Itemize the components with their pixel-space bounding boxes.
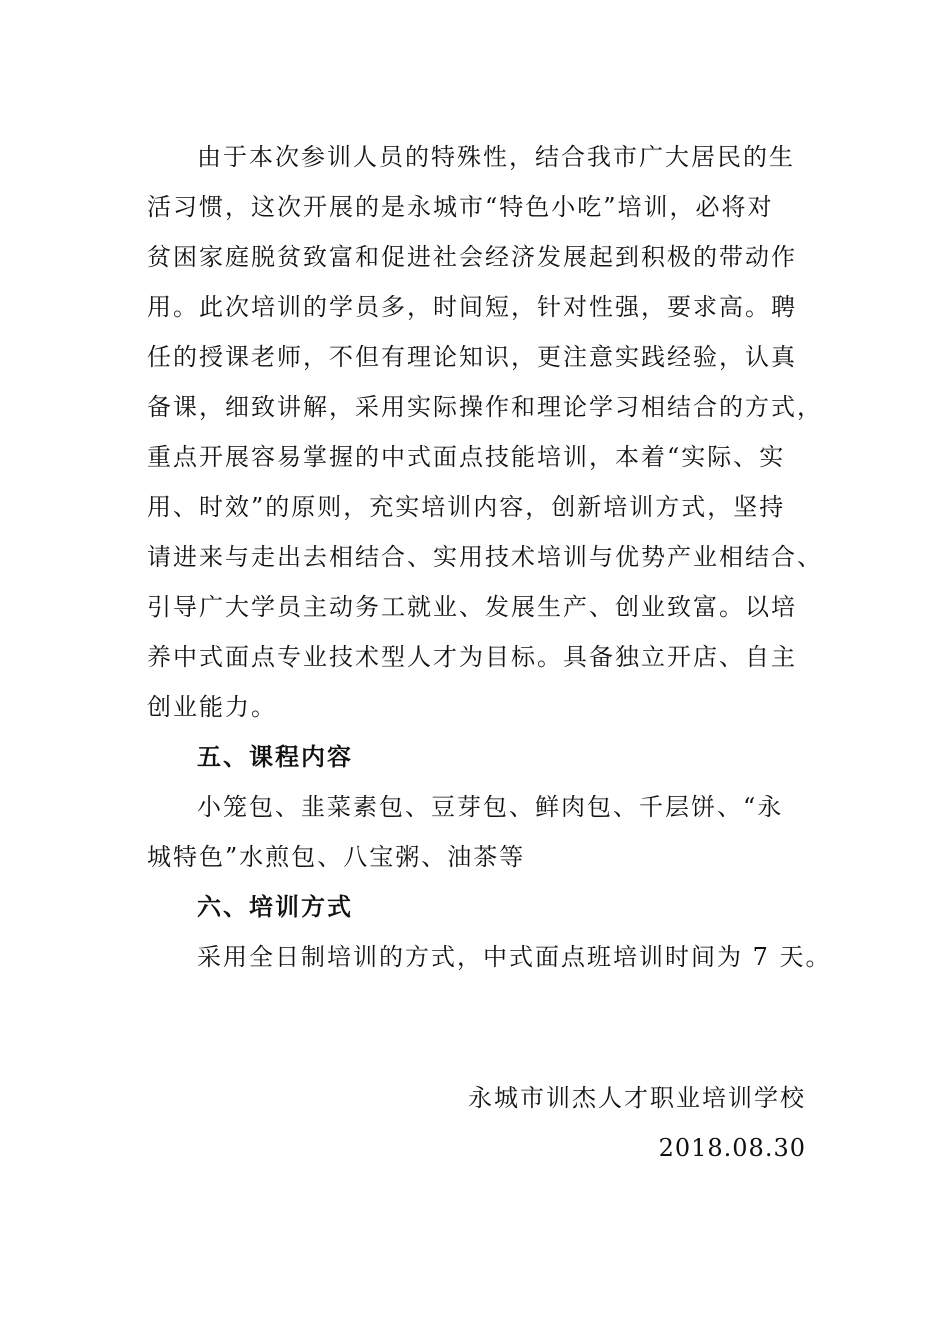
training-method-paragraph	[147, 932, 832, 982]
document-body	[147, 132, 832, 982]
paragraph-line: 备课，细致讲解，采用实际操作和理论学习相结合的方式，	[147, 393, 823, 421]
paragraph-line: 养中式面点专业技术型人才为目标。具备独立开店、自主	[147, 643, 797, 671]
section-heading-training-method: 六、培训方式	[197, 893, 353, 921]
paragraph-line: 任的授课老师，不但有理论知识，更注意实践经验，认真	[147, 343, 797, 371]
signature-block	[468, 1073, 806, 1173]
paragraph-line: 活习惯，这次开展的是永城市“特色小吃”培训，必将对	[147, 193, 774, 221]
section-heading-course-content: 五、课程内容	[197, 743, 353, 771]
paragraph-line: 由于本次参训人员的特殊性，结合我市广大居民的生	[197, 143, 795, 171]
paragraph-line: 贫困家庭脱贫致富和促进社会经济发展起到积极的带动作	[147, 243, 797, 271]
intro-paragraph	[147, 132, 823, 732]
signature-date: 2018.08.30	[658, 1134, 806, 1162]
paragraph-line: 引导广大学员主动务工就业、发展生产、创业致富。以培	[147, 593, 797, 621]
paragraph-line: 采用全日制培训的方式，中式面点班培训时间为 7 天。	[197, 943, 832, 971]
paragraph-line: 用、时效”的原则，充实培训内容，创新培训方式，坚持	[147, 493, 786, 521]
paragraph-line: 重点开展容易掌握的中式面点技能培训，本着“实际、实	[147, 443, 786, 471]
paragraph-line: 城特色”水煎包、八宝粥、油茶等	[147, 843, 526, 871]
paragraph-line: 请进来与走出去相结合、实用技术培训与优势产业相结合、	[147, 543, 823, 571]
signature-organization: 永城市训杰人才职业培训学校	[468, 1084, 806, 1112]
course-content-paragraph	[147, 782, 807, 882]
paragraph-line: 用。此次培训的学员多，时间短，针对性强，要求高。聘	[147, 293, 797, 321]
paragraph-line: 创业能力。	[147, 693, 277, 721]
paragraph-line: 小笼包、韭菜素包、豆芽包、鲜肉包、千层饼、“永	[197, 793, 784, 821]
